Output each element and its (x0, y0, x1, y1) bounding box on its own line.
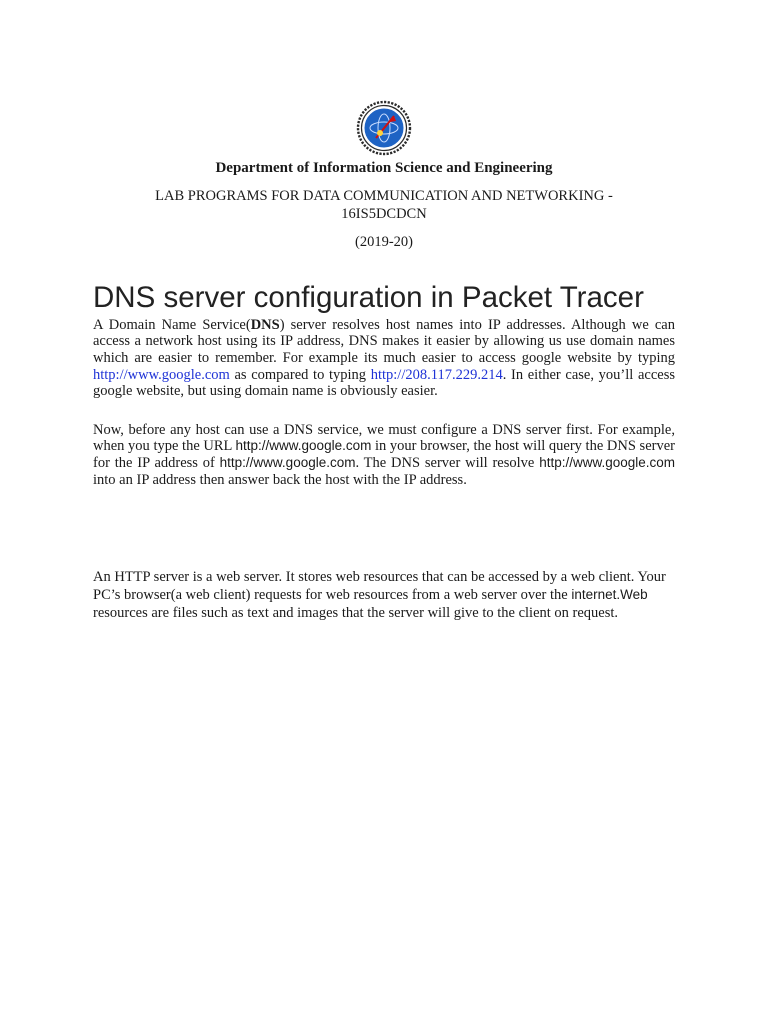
para2-text-3: . The DNS server will resolve (355, 454, 540, 471)
para2-url-1: http://www.google.com (235, 438, 372, 454)
para1-text-2: ) server resolves host names into IP addresses. Although we can access a network host using its IP address, DNS makes it easier by allowing us use domain names which are easier to remember. For example its much easier to access google website by typing (93, 316, 675, 366)
para1-text-1: A Domain Name Service( (93, 316, 251, 333)
academic-year: (2019-20) (355, 234, 413, 250)
paragraph-http-server (93, 568, 683, 623)
page-title: DNS server configuration in Packet Tracer (93, 280, 644, 314)
para3-text-1: An HTTP server is a web server. It stores web resources that can be accessed by a web client. Your PC’s browser(a web client) requests for web resources from a web server over the (93, 568, 666, 603)
paragraph-dns-config (93, 422, 675, 489)
paragraph-dns-intro (93, 317, 675, 401)
para3-internet-web: internet.Web (571, 586, 648, 602)
para2-url-2: http://www.google.com (219, 454, 356, 470)
para1-text-4: . In either case, you’ll access google website, but using domain name is obviously easier. (93, 366, 675, 400)
para1-bold-dns: DNS (250, 316, 280, 333)
institution-seal-icon (354, 100, 414, 156)
para2-text-2: in your browser, the host will query the DNS server for the IP address of (93, 438, 675, 471)
para3-text-2: resources are files such as text and images that the server will give to the client on request. (93, 604, 619, 621)
para2-url-3: http://www.google.com (539, 454, 676, 470)
google-url-link[interactable]: http://www.google.com (93, 366, 230, 383)
para2-text-1: Now, before any host can use a DNS service, we must configure a DNS server first. For example, when you type the URL (93, 421, 675, 455)
para2-text-4: into an IP address then answer back the host with the IP address. (93, 471, 467, 488)
para1-text-3: as compared to typing (229, 366, 371, 383)
google-ip-link[interactable]: http://208.117.229.214 (370, 366, 503, 383)
department-name: Department of Information Science and Engineering (215, 160, 553, 176)
lab-course-title: LAB PROGRAMS FOR DATA COMMUNICATION AND NETWORKING - 16IS5DCDCN (155, 188, 613, 222)
